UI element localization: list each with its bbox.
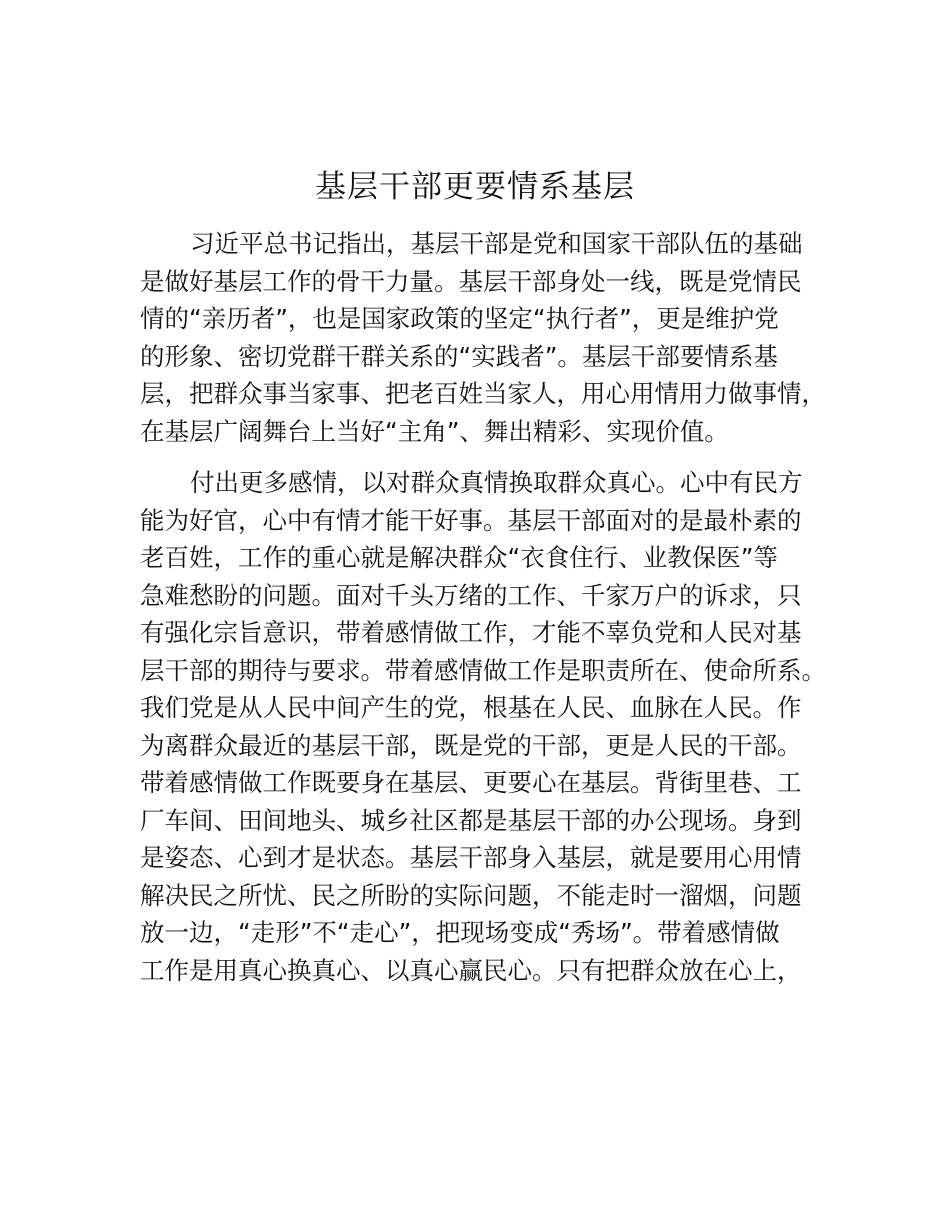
document-body	[140, 225, 840, 989]
paragraph-line: 在基层广阔舞台上当好“主角”、舞出精彩、实现价值。	[140, 416, 729, 446]
paragraph-line: 能为好官，心中有情才能干好事。基层干部面对的是最朴素的	[140, 505, 802, 535]
paragraph-line: 的形象、密切党群干群关系的“实践者”。基层干部要情系基	[140, 341, 778, 371]
paragraph-line: 带着感情做工作既要身在基层、更要心在基层。背街里巷、工	[140, 768, 802, 797]
paragraph-line: 厂车间、田间地头、城乡社区都是基层干部的办公现场。身到	[140, 805, 802, 835]
paragraph-line: 有强化宗旨意识，带着感情做工作，才能不辜负党和人民对基	[140, 618, 802, 647]
paragraph-2	[140, 464, 840, 989]
paragraph-line: 为离群众最近的基层干部，既是党的干部，更是人民的干部。	[140, 730, 802, 760]
paragraph-line: 是姿态、心到才是状态。基层干部身入基层，就是要用心用情	[140, 843, 802, 872]
paragraph-line: 工作是用真心换真心、以真心赢民心。只有把群众放在心上，	[140, 955, 802, 985]
paragraph-line: 付出更多感情，以对群众真情换取群众真心。心中有民方	[190, 468, 803, 497]
paragraph-line: 急难愁盼的问题。面对千头万绪的工作、千家万户的诉求，只	[140, 580, 802, 610]
paragraph-line: 层，把群众事当家事、把老百姓当家人，用心用情用力做事情，	[140, 379, 826, 408]
paragraph-line: 放一边，“走形”不“走心”，把现场变成“秀场”。带着感情做	[140, 918, 780, 947]
paragraph-line: 我们党是从人民中间产生的党，根基在人民、血脉在人民。作	[140, 693, 802, 722]
paragraph-1	[140, 225, 840, 450]
paragraph-line: 情的“亲历者”，也是国家政策的坚定“执行者”，更是维护党	[140, 304, 779, 333]
paragraph-line: 老百姓，工作的重心就是解决群众“衣食住行、业教保医”等	[140, 543, 778, 572]
paragraph-line: 层干部的期待与要求。带着感情做工作是职责所在、使命所系。	[140, 655, 826, 685]
paragraph-line: 习近平总书记指出，基层干部是党和国家干部队伍的基础	[190, 229, 803, 258]
document-title: 基层干部更要情系基层	[315, 169, 635, 205]
paragraph-line: 是做好基层工作的骨干力量。基层干部身处一线，既是党情民	[140, 266, 802, 296]
paragraph-line: 解决民之所忧、民之所盼的实际问题，不能走时一溜烟，问题	[140, 880, 802, 910]
